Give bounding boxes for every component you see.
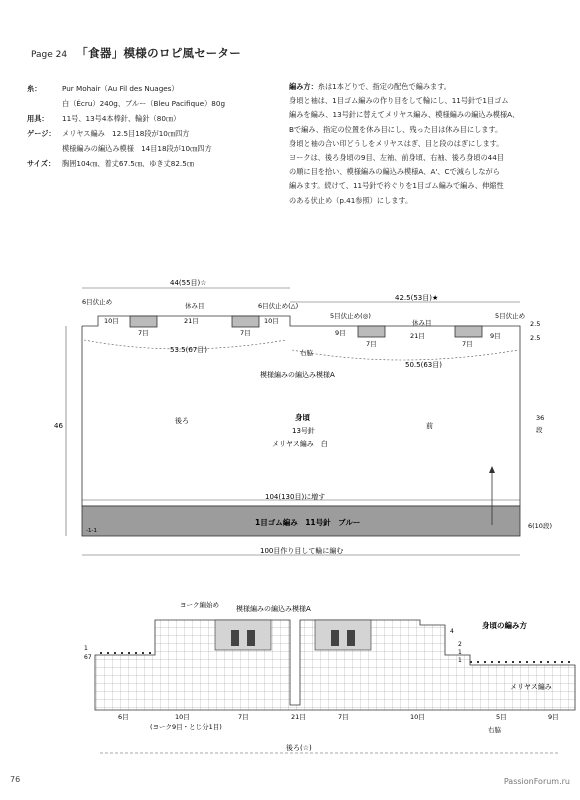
method-line: のある伏止め（p.41参照）にします。 (289, 195, 413, 205)
tools-key: 用具： (27, 114, 49, 123)
hold-right: 休み目 (412, 319, 432, 327)
height-right-2: 段 (536, 426, 543, 434)
yoke-note: (ヨーク9目・とじ分1目) (150, 723, 222, 731)
bind-left: 6目伏止め (82, 298, 113, 306)
page-title: 「食器」模様のロピ風セーター (76, 46, 242, 60)
motif-cell (247, 630, 255, 646)
pattern-block (215, 620, 271, 650)
chart-title: 身頃の編み方 (482, 621, 527, 630)
bottom-count: 10目 (175, 713, 190, 721)
method-line: 編みます。続けて、11号針で衿ぐりを1目ゴム編みで編み、伸縮性 (289, 181, 504, 191)
bind-right: 5目伏止め (495, 312, 526, 320)
stitch-label: メリヤス編み 白 (272, 440, 328, 448)
row-label: 1 (458, 657, 462, 664)
count-label: 7目 (366, 340, 377, 348)
side-label: 右脇 (300, 349, 313, 357)
gauge-line-2: 模様編みの編込み模様 14目18段が10㎝四方 (62, 144, 212, 153)
count-label: 7目 (240, 329, 251, 337)
bind-circle: 5目伏止め(◎) (330, 312, 371, 320)
row-label: 1 (458, 649, 462, 656)
yoke-start: ヨーク編始め (180, 601, 219, 609)
hold-box (232, 316, 259, 327)
footer-page-number: 76 (10, 775, 21, 784)
front-label: 前 (426, 422, 433, 430)
bottom-count: 7目 (338, 713, 349, 721)
bottom-count: 6目 (118, 713, 129, 721)
count-label: 21目 (184, 317, 199, 325)
cast-on-label: 100目作り目して輪に編む (260, 547, 344, 555)
count-label: 2.5 (530, 334, 541, 342)
top-back-dim: 44(55目)☆ (170, 279, 207, 287)
motif-cell (231, 630, 239, 646)
front-width: 50.5(63目) (405, 361, 442, 369)
pattern-a-label: 模様編みの編込み模様A (260, 371, 335, 379)
bottom-count: 5目 (496, 713, 507, 721)
method-key: 編み方： (289, 82, 318, 91)
arrow-head (489, 466, 495, 473)
bottom-count: 21目 (291, 713, 306, 721)
knitting-chart (0, 595, 580, 765)
page-number-label: Page 24 (31, 50, 68, 60)
body-schematic (0, 270, 580, 570)
increase-label: 104(130目)に増す (265, 493, 326, 501)
count-label: 2.5 (530, 320, 541, 328)
page-header (31, 45, 241, 61)
pattern-block (315, 620, 371, 650)
count-label: 21目 (410, 332, 425, 340)
rib-right: 6(10段) (528, 522, 552, 530)
row-label: 1 (84, 645, 88, 652)
count-label: 9目 (335, 329, 346, 337)
yarn-key: 糸： (27, 84, 42, 93)
count-label: 10目 (264, 317, 279, 325)
method-line: 身頃と袖の合い印どうしをメリヤスはぎ、目と段のはぎにします。 (289, 138, 504, 148)
count-label: 10目 (104, 317, 119, 325)
count-label: 7目 (138, 329, 149, 337)
motif-cell (347, 630, 355, 646)
back-width: 53.5(67目) (170, 346, 207, 354)
hold-box (358, 326, 385, 337)
size-value: 胸囲104㎝、着丈67.5㎝、ゆき丈82.5㎝ (62, 159, 194, 168)
method-line: ヨークは、後ろ身頃の9目、左袖、前身頃、右袖、後ろ身頃の44目 (289, 153, 504, 163)
dim-curve-front (292, 350, 518, 360)
knit-label: メリヤス編み (510, 683, 552, 691)
hold-left: 休み目 (185, 302, 205, 310)
bottom-count: 9目 (548, 713, 559, 721)
gauge-line-1: メリヤス編み 12.5目18段が10㎝四方 (62, 129, 190, 138)
method-line: の順に目を拾い、模様編みの編込み模様A、A'、Cで減らしながら (289, 167, 500, 177)
row-label: 2 (458, 641, 462, 648)
method-line: 糸は1本どりで、指定の配色で編みます。 (317, 82, 451, 91)
bottom-count: 7目 (238, 713, 249, 721)
method-line: Bで編み、指定の位置を休み目にし、残った目は休み目にします。 (289, 124, 503, 134)
body-label: 身頃 (295, 413, 310, 422)
size-key: サイズ： (27, 159, 56, 168)
top-front-dim: 42.5(53目)★ (395, 294, 439, 302)
needle-label: 13号針 (292, 427, 315, 435)
count-label: 7目 (462, 340, 473, 348)
method-line: 編みを編み、13号針に替えてメリヤス編み、模様編みの編込み模様A、 (289, 110, 520, 120)
yarn-line-2: 白（Écru）240g、ブルー（Bleu Pacifique）80g (62, 99, 226, 108)
height-label: 46 (54, 422, 63, 430)
row-label: 67 (84, 654, 92, 661)
yarn-line-1: Pur Mohair（Au Fil des Nuages） (62, 84, 179, 93)
bottom-count: 10目 (410, 713, 425, 721)
chart-pattern-a: 模様編みの編込み模様A (236, 605, 311, 613)
back-star: 後ろ(☆) (286, 744, 312, 752)
chart-side: 右脇 (488, 726, 501, 734)
height-right: 36 (536, 414, 545, 422)
rib-label: 1目ゴム編み 11号針 ブルー (255, 518, 361, 527)
row-label: 4 (450, 628, 454, 635)
back-label: 後ろ (175, 417, 189, 425)
hold-box (130, 316, 157, 327)
watermark: PassionForum.ru (503, 777, 570, 786)
count-label: 9目 (490, 332, 501, 340)
motif-cell (331, 630, 339, 646)
bind-mid: 6目伏止め(△) (258, 302, 299, 310)
gauge-key: ゲージ： (27, 129, 56, 138)
tools-value: 11号、13号4本棒針、輪針（80㎝） (62, 114, 181, 123)
body-outline (82, 316, 520, 506)
method-line: 身頃と袖は、1目ゴム編みの作り目をして輪にし、11号針で1目ゴム (289, 96, 509, 106)
method-block (289, 80, 559, 208)
minus-marks: -1-1 (86, 528, 97, 534)
hold-box (455, 326, 482, 337)
